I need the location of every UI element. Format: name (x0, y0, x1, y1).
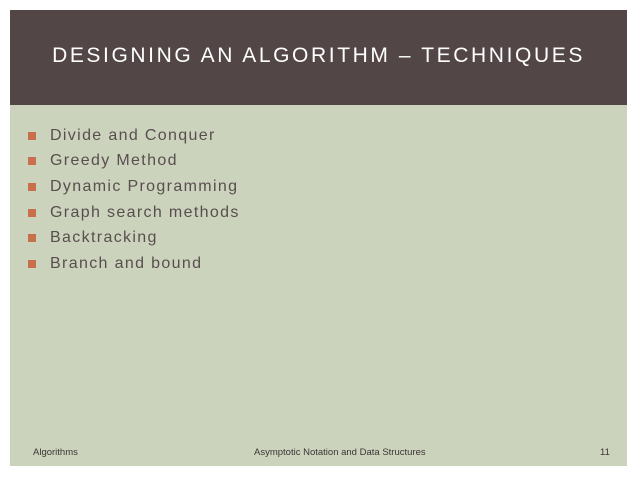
title-bar (10, 10, 627, 105)
list-item (28, 251, 240, 277)
square-bullet-icon (28, 234, 36, 242)
bullet-text: Backtracking (50, 229, 158, 247)
list-item (28, 149, 240, 175)
footer-course-label: Algorithms (33, 447, 78, 458)
slide-title: DESIGNING AN ALGORITHM – TECHNIQUES (52, 43, 585, 67)
list-item (28, 200, 240, 226)
square-bullet-icon (28, 209, 36, 217)
bullet-text: Greedy Method (50, 152, 178, 170)
bullet-list (28, 123, 240, 277)
square-bullet-icon (28, 183, 36, 191)
list-item (28, 123, 240, 149)
slide (10, 10, 627, 466)
bullet-text: Branch and bound (50, 254, 203, 272)
page-number: 11 (600, 447, 610, 458)
bullet-text: Divide and Conquer (50, 126, 216, 144)
footer-topic-label: Asymptotic Notation and Data Structures (254, 447, 426, 458)
square-bullet-icon (28, 157, 36, 165)
bullet-text: Dynamic Programming (50, 177, 239, 195)
bullet-text: Graph search methods (50, 203, 240, 221)
square-bullet-icon (28, 260, 36, 268)
list-item (28, 174, 240, 200)
list-item (28, 225, 240, 251)
square-bullet-icon (28, 132, 36, 140)
